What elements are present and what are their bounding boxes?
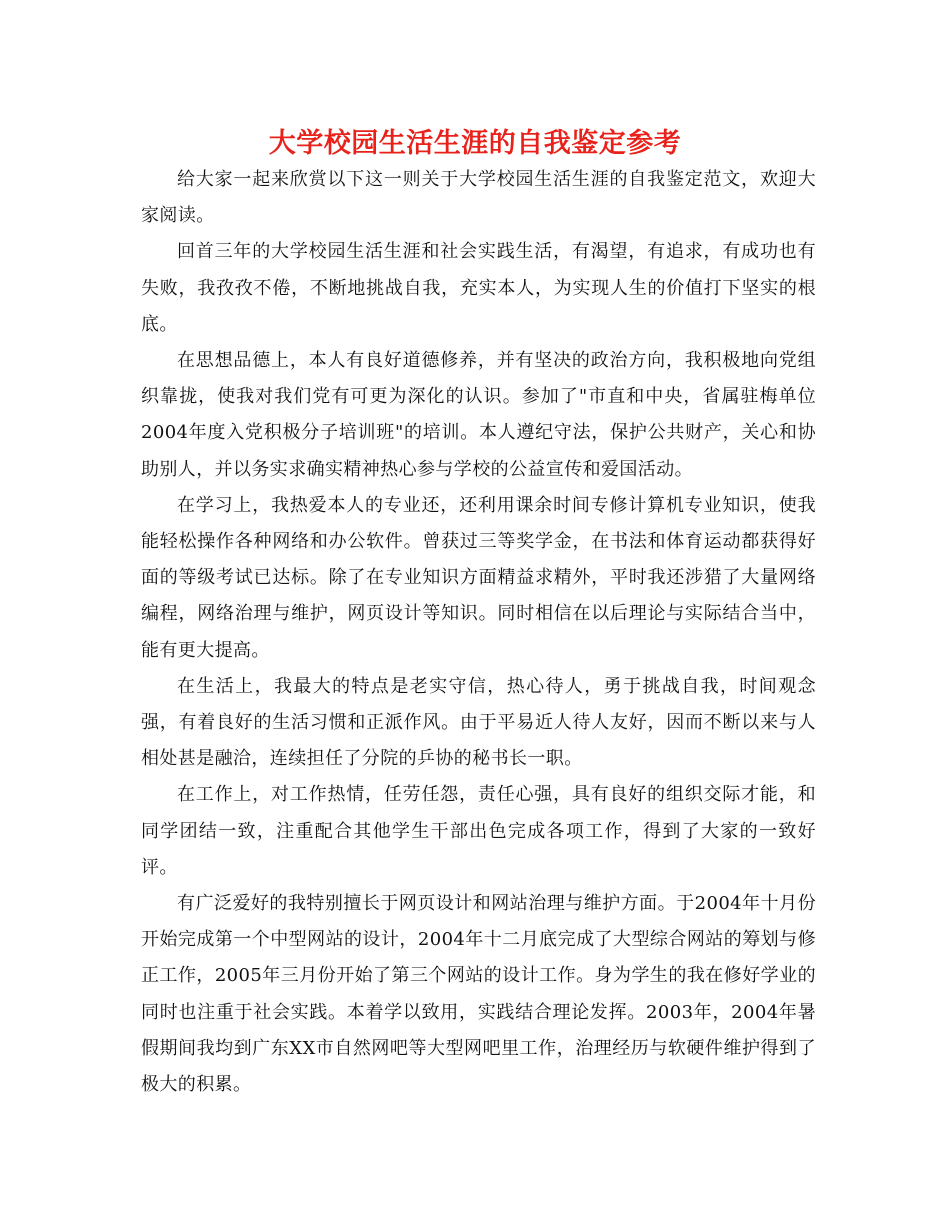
document-title: 大学校园生活生涯的自我鉴定参考 — [268, 128, 682, 159]
document-body — [141, 162, 816, 1103]
paragraph-hobbies: 有广泛爱好的我特别擅长于网页设计和网站治理与维护方面。于2004年十月份开始完成第一个中型网站的设计，2004年十二月底完成了大型综合网站的筹划与修正工作，2005年三月份开始了第三个网站的设计工作。身为学生的我在修好学业的同时也注重于社会实践。本着学以致用，实践结合理论发挥。2003年，2004年暑假期间我均到广东XX市自然网吧等大型网吧里工作，治理经历与软硬件维护得到了极大的积累。 — [141, 893, 816, 1096]
paragraph-ideology: 在思想品德上，本人有良好道德修养，并有坚决的政治方向，我积极地向党组织靠拢，使我对我们党有可更为深化的认识。参加了"市直和中央，省属驻梅单位2004年度入党积极分子培训班"的培训。本人遵纪守法，保护公共财产，关心和协助别人，并以务实求确实精神热心参与学校的公益宣传和爱国活动。 — [141, 350, 816, 480]
paragraph-intro: 给大家一起来欣赏以下这一则关于大学校园生活生涯的自我鉴定范文，欢迎大家阅读。 — [141, 169, 816, 227]
paragraph-study: 在学习上，我热爱本人的专业还，还利用课余时间专修计算机专业知识，使我能轻松操作各种网络和办公软件。曾获过三等奖学金，在书法和体育运动都获得好面的等级考试已达标。除了在专业知识方面精益求精外，平时我还涉猎了大量网络编程，网络治理与维护，网页设计等知识。同时相信在以后理论与实际结合当中，能有更大提高。 — [141, 494, 816, 661]
paragraph-life: 在生活上，我最大的特点是老实守信，热心待人，勇于挑战自我，时间观念强，有着良好的生活习惯和正派作风。由于平易近人待人友好，因而不断以来与人相处甚是融洽，连续担任了分院的乒协的秘书长一职。 — [141, 675, 816, 770]
paragraph-review: 回首三年的大学校园生活生涯和社会实践生活，有渴望，有追求，有成功也有失败，我孜孜不倦，不断地挑战自我，充实本人，为实现人生的价值打下坚实的根底。 — [141, 241, 816, 335]
paragraph-work: 在工作上，对工作热情，任劳任怨，责任心强，具有良好的组织交际才能，和同学团结一致，注重配合其他学生干部出色完成各项工作，得到了大家的一致好评。 — [141, 784, 816, 878]
